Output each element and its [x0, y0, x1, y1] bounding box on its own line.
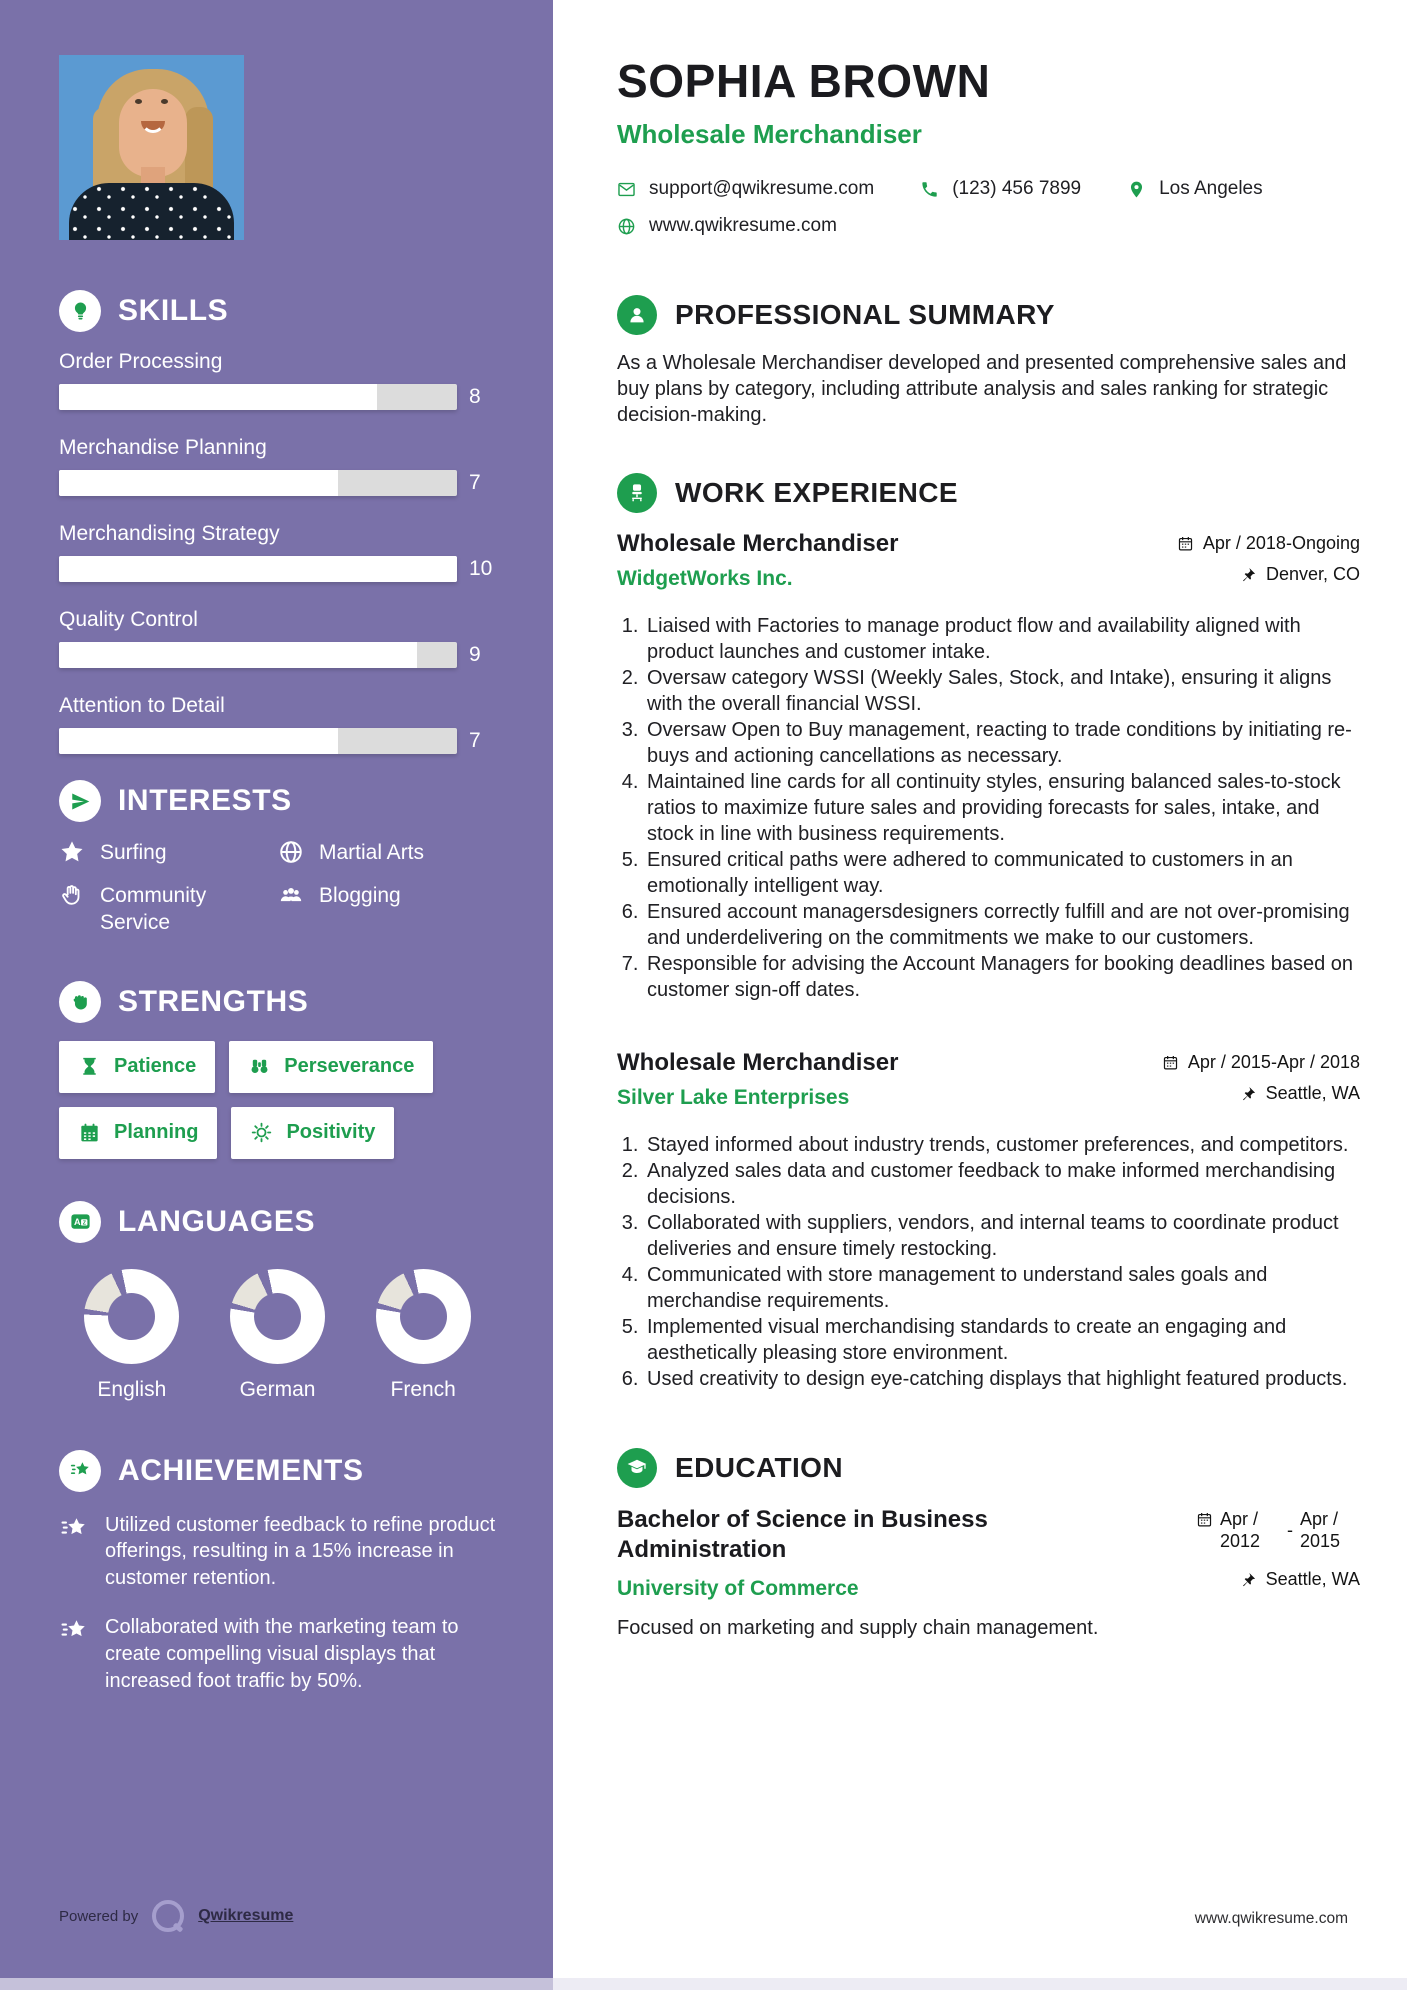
paper-plane-icon	[59, 780, 101, 822]
skill-bar	[59, 556, 457, 582]
strengths-section	[59, 981, 496, 1159]
languages-section	[59, 1201, 496, 1402]
pushpin-icon	[1240, 1085, 1257, 1102]
qwikresume-logo-icon	[152, 1900, 184, 1932]
job-bullet: 7. Responsible for advising the Account Managers for booking deadlines based on customer sign-off dates.	[644, 951, 1360, 1003]
skill-bar	[59, 384, 457, 410]
job-bullet: 6. Ensured account managersdesigners correctly fulfill and are not over-promising and underdelivering on the commitments we make to our customers.	[644, 899, 1360, 951]
job-bullet-list	[617, 613, 1360, 1003]
skill-name: Quality Control	[59, 608, 198, 631]
job-bullet: 1. Stayed informed about industry trends, customer preferences, and competitors.	[644, 1132, 1360, 1158]
shooting-star-icon	[59, 1616, 89, 1646]
job-location: Denver, CO	[1240, 564, 1360, 585]
language-label: German	[239, 1377, 316, 1401]
interest-label: Blogging	[319, 883, 401, 907]
job-bullet: 3. Oversaw Open to Buy management, reacting to trade conditions by initiating re-buys and actioning cancellations as necessary.	[644, 717, 1360, 769]
job-bullet: 2. Oversaw category WSSI (Weekly Sales, Stock, and Intake), ensuring it aligns with the overall financial WSSI.	[644, 665, 1360, 717]
language-donut	[230, 1269, 325, 1364]
contact-phone	[920, 178, 1081, 200]
education-section	[617, 1448, 1360, 1642]
skill-row	[59, 694, 496, 754]
star-icon	[59, 839, 85, 865]
achievement-item	[59, 1614, 496, 1694]
job-entry	[617, 530, 1360, 1003]
language-label: English	[97, 1377, 167, 1401]
language-label: French	[390, 1377, 456, 1401]
person-name: SOPHIA BROWN	[617, 55, 991, 107]
calendar-icon	[1162, 1054, 1179, 1071]
hand-icon	[59, 882, 85, 908]
map-pin-icon	[1127, 180, 1146, 199]
hourglass-icon	[78, 1055, 101, 1078]
school-name: University of Commerce	[617, 1577, 859, 1601]
binoculars-icon	[248, 1055, 271, 1078]
strength-chip	[59, 1107, 217, 1159]
email-text: support@qwikresume.com	[649, 178, 875, 199]
education-dates	[1196, 1508, 1360, 1553]
interest-item	[59, 840, 278, 867]
powered-by-label: Powered by	[59, 1907, 139, 1925]
location-text: Los Angeles	[1159, 178, 1263, 199]
strength-chip	[59, 1041, 215, 1093]
shooting-star-icon	[59, 1450, 101, 1492]
page-bottom-edge	[0, 1978, 1407, 1990]
skill-name: Order Processing	[59, 350, 223, 373]
interests-section	[59, 780, 496, 937]
footer-site-url: www.qwikresume.com	[1194, 1910, 1348, 1927]
job-bullet: 3. Collaborated with suppliers, vendors, and internal teams to coordinate product deliveries and ensure timely restocking.	[644, 1210, 1360, 1262]
job-company: Silver Lake Enterprises	[617, 1085, 850, 1109]
interest-item	[59, 883, 278, 937]
job-bullet: 6. Used creativity to design eye-catching displays that highlight featured products.	[644, 1366, 1360, 1392]
strengths-title: STRENGTHS	[118, 984, 309, 1018]
skill-name: Merchandise Planning	[59, 436, 267, 459]
person-icon	[617, 295, 657, 335]
achievement-item	[59, 1512, 496, 1592]
experience-title: WORK EXPERIENCE	[675, 476, 958, 508]
job-dates: Apr / 2018-Ongoing	[1177, 533, 1360, 554]
office-chair-icon	[617, 473, 657, 513]
skill-row	[59, 350, 496, 410]
skill-bar	[59, 728, 457, 754]
job-bullet: 5. Ensured critical paths were adhered to communicated to customers in an emotionally intelligent way.	[644, 847, 1360, 899]
fist-icon	[59, 981, 101, 1023]
date-start: Apr / 2012	[1220, 1508, 1261, 1552]
job-role: Wholesale Merchandiser	[617, 1048, 899, 1076]
skill-name: Merchandising Strategy	[59, 522, 280, 545]
job-bullet: 1. Liaised with Factories to manage product flow and availability aligned with product launches and customer intake.	[644, 613, 1360, 665]
strength-label: Positivity	[286, 1121, 376, 1144]
interest-item	[278, 883, 496, 937]
skill-row	[59, 522, 496, 582]
graduate-icon	[617, 1448, 657, 1488]
achievement-text: Collaborated with the marketing team to create compelling visual displays that increased foot traffic by 50%.	[105, 1616, 459, 1692]
contact-email	[617, 178, 874, 200]
shooting-star-icon	[59, 1514, 89, 1544]
calendar-icon	[78, 1121, 101, 1144]
sidebar	[0, 0, 553, 1990]
summary-text: As a Wholesale Merchandiser developed and presented comprehensive sales and buy plans by category, including attribute analysis and sales ranking for strategic decision-making.	[617, 352, 1347, 427]
powered-by	[59, 1900, 293, 1932]
strength-label: Patience	[114, 1055, 197, 1078]
sun-icon	[250, 1121, 273, 1144]
experience-section	[617, 473, 1360, 1392]
contact-location	[1127, 178, 1263, 200]
summary-title: PROFESSIONAL SUMMARY	[675, 299, 1055, 330]
interest-label: Surfing	[100, 841, 167, 864]
language-item	[205, 1269, 351, 1402]
language-item	[350, 1269, 496, 1402]
job-bullet: 2. Analyzed sales data and customer feedback to make informed merchandising decisions.	[644, 1158, 1360, 1210]
pushpin-icon	[1240, 566, 1257, 583]
skill-level: 7	[469, 729, 481, 752]
skill-name: Attention to Detail	[59, 694, 225, 717]
calendar-icon	[1177, 535, 1194, 552]
interest-label: Community Service	[100, 883, 207, 934]
svg-text:A: A	[73, 1217, 81, 1228]
lightbulb-icon	[59, 290, 101, 332]
skill-level: 8	[469, 385, 481, 408]
job-bullet: 5. Implemented visual merchandising standards to create an engaging and aesthetically pleasing store environment.	[644, 1314, 1360, 1366]
summary-section	[617, 295, 1360, 429]
date-dash: -	[1287, 1519, 1293, 1540]
phone-text: (123) 456 7899	[952, 178, 1082, 199]
contact-website	[617, 215, 837, 237]
qwikresume-brand-link[interactable]: Qwikresume	[198, 1907, 294, 1924]
skill-level: 9	[469, 643, 481, 666]
pushpin-icon	[1240, 1571, 1257, 1588]
phone-icon	[920, 180, 939, 199]
skills-title: SKILLS	[118, 294, 229, 327]
strength-chip	[231, 1107, 394, 1159]
main-content	[617, 0, 1360, 1641]
envelope-icon	[617, 180, 636, 199]
strength-label: Perseverance	[284, 1055, 415, 1078]
job-location: Seattle, WA	[1240, 1083, 1360, 1104]
education-title: EDUCATION	[675, 1451, 843, 1483]
achievements-title: ACHIEVEMENTS	[118, 1453, 364, 1487]
education-location: Seattle, WA	[1240, 1569, 1360, 1590]
translate-icon	[59, 1201, 101, 1243]
interest-item	[278, 840, 496, 867]
education-note: Focused on marketing and supply chain management.	[617, 1617, 1099, 1640]
job-entry	[617, 1049, 1360, 1392]
strength-label: Planning	[114, 1121, 199, 1144]
date-end: Apr / 2015	[1300, 1508, 1341, 1552]
achievements-section	[59, 1450, 496, 1695]
users-icon	[278, 882, 304, 908]
skill-level: 7	[469, 471, 481, 494]
website-text: www.qwikresume.com	[649, 215, 837, 236]
degree-name: Bachelor of Science in Business Administration	[617, 1505, 988, 1563]
job-role: Wholesale Merchandiser	[617, 529, 899, 557]
job-company: WidgetWorks Inc.	[617, 566, 793, 590]
skill-bar	[59, 642, 457, 668]
profile-photo	[59, 55, 244, 240]
job-bullet-list	[617, 1132, 1360, 1392]
language-item	[59, 1269, 205, 1402]
skill-bar	[59, 470, 457, 496]
interest-label: Martial Arts	[319, 841, 425, 864]
job-bullet: 4. Communicated with store management to understand sales goals and merchandise requirements.	[644, 1262, 1360, 1314]
language-donut	[84, 1269, 179, 1364]
strength-chip	[229, 1041, 433, 1093]
skill-level: 10	[469, 557, 493, 580]
job-dates: Apr / 2015-Apr / 2018	[1162, 1052, 1360, 1073]
languages-title: LANGUAGES	[118, 1204, 316, 1238]
globe-icon	[617, 217, 636, 236]
language-donut	[376, 1269, 471, 1364]
globe-icon	[278, 839, 304, 865]
calendar-icon	[1196, 1511, 1213, 1528]
interests-title: INTERESTS	[118, 784, 292, 817]
skill-row	[59, 436, 496, 496]
job-bullet: 4. Maintained line cards for all continuity styles, ensuring balanced sales-to-stock ratios to maximize future sales and providing forecasts for sales, intake, and stock in line with business requirements.	[644, 769, 1360, 847]
svg-text:Z: Z	[82, 1220, 86, 1227]
person-job-title: Wholesale Merchandiser	[617, 119, 922, 149]
skills-section	[59, 290, 496, 754]
skill-row	[59, 608, 496, 668]
achievement-text: Utilized customer feedback to refine product offerings, resulting in a 15% increase in customer retention.	[105, 1513, 496, 1590]
